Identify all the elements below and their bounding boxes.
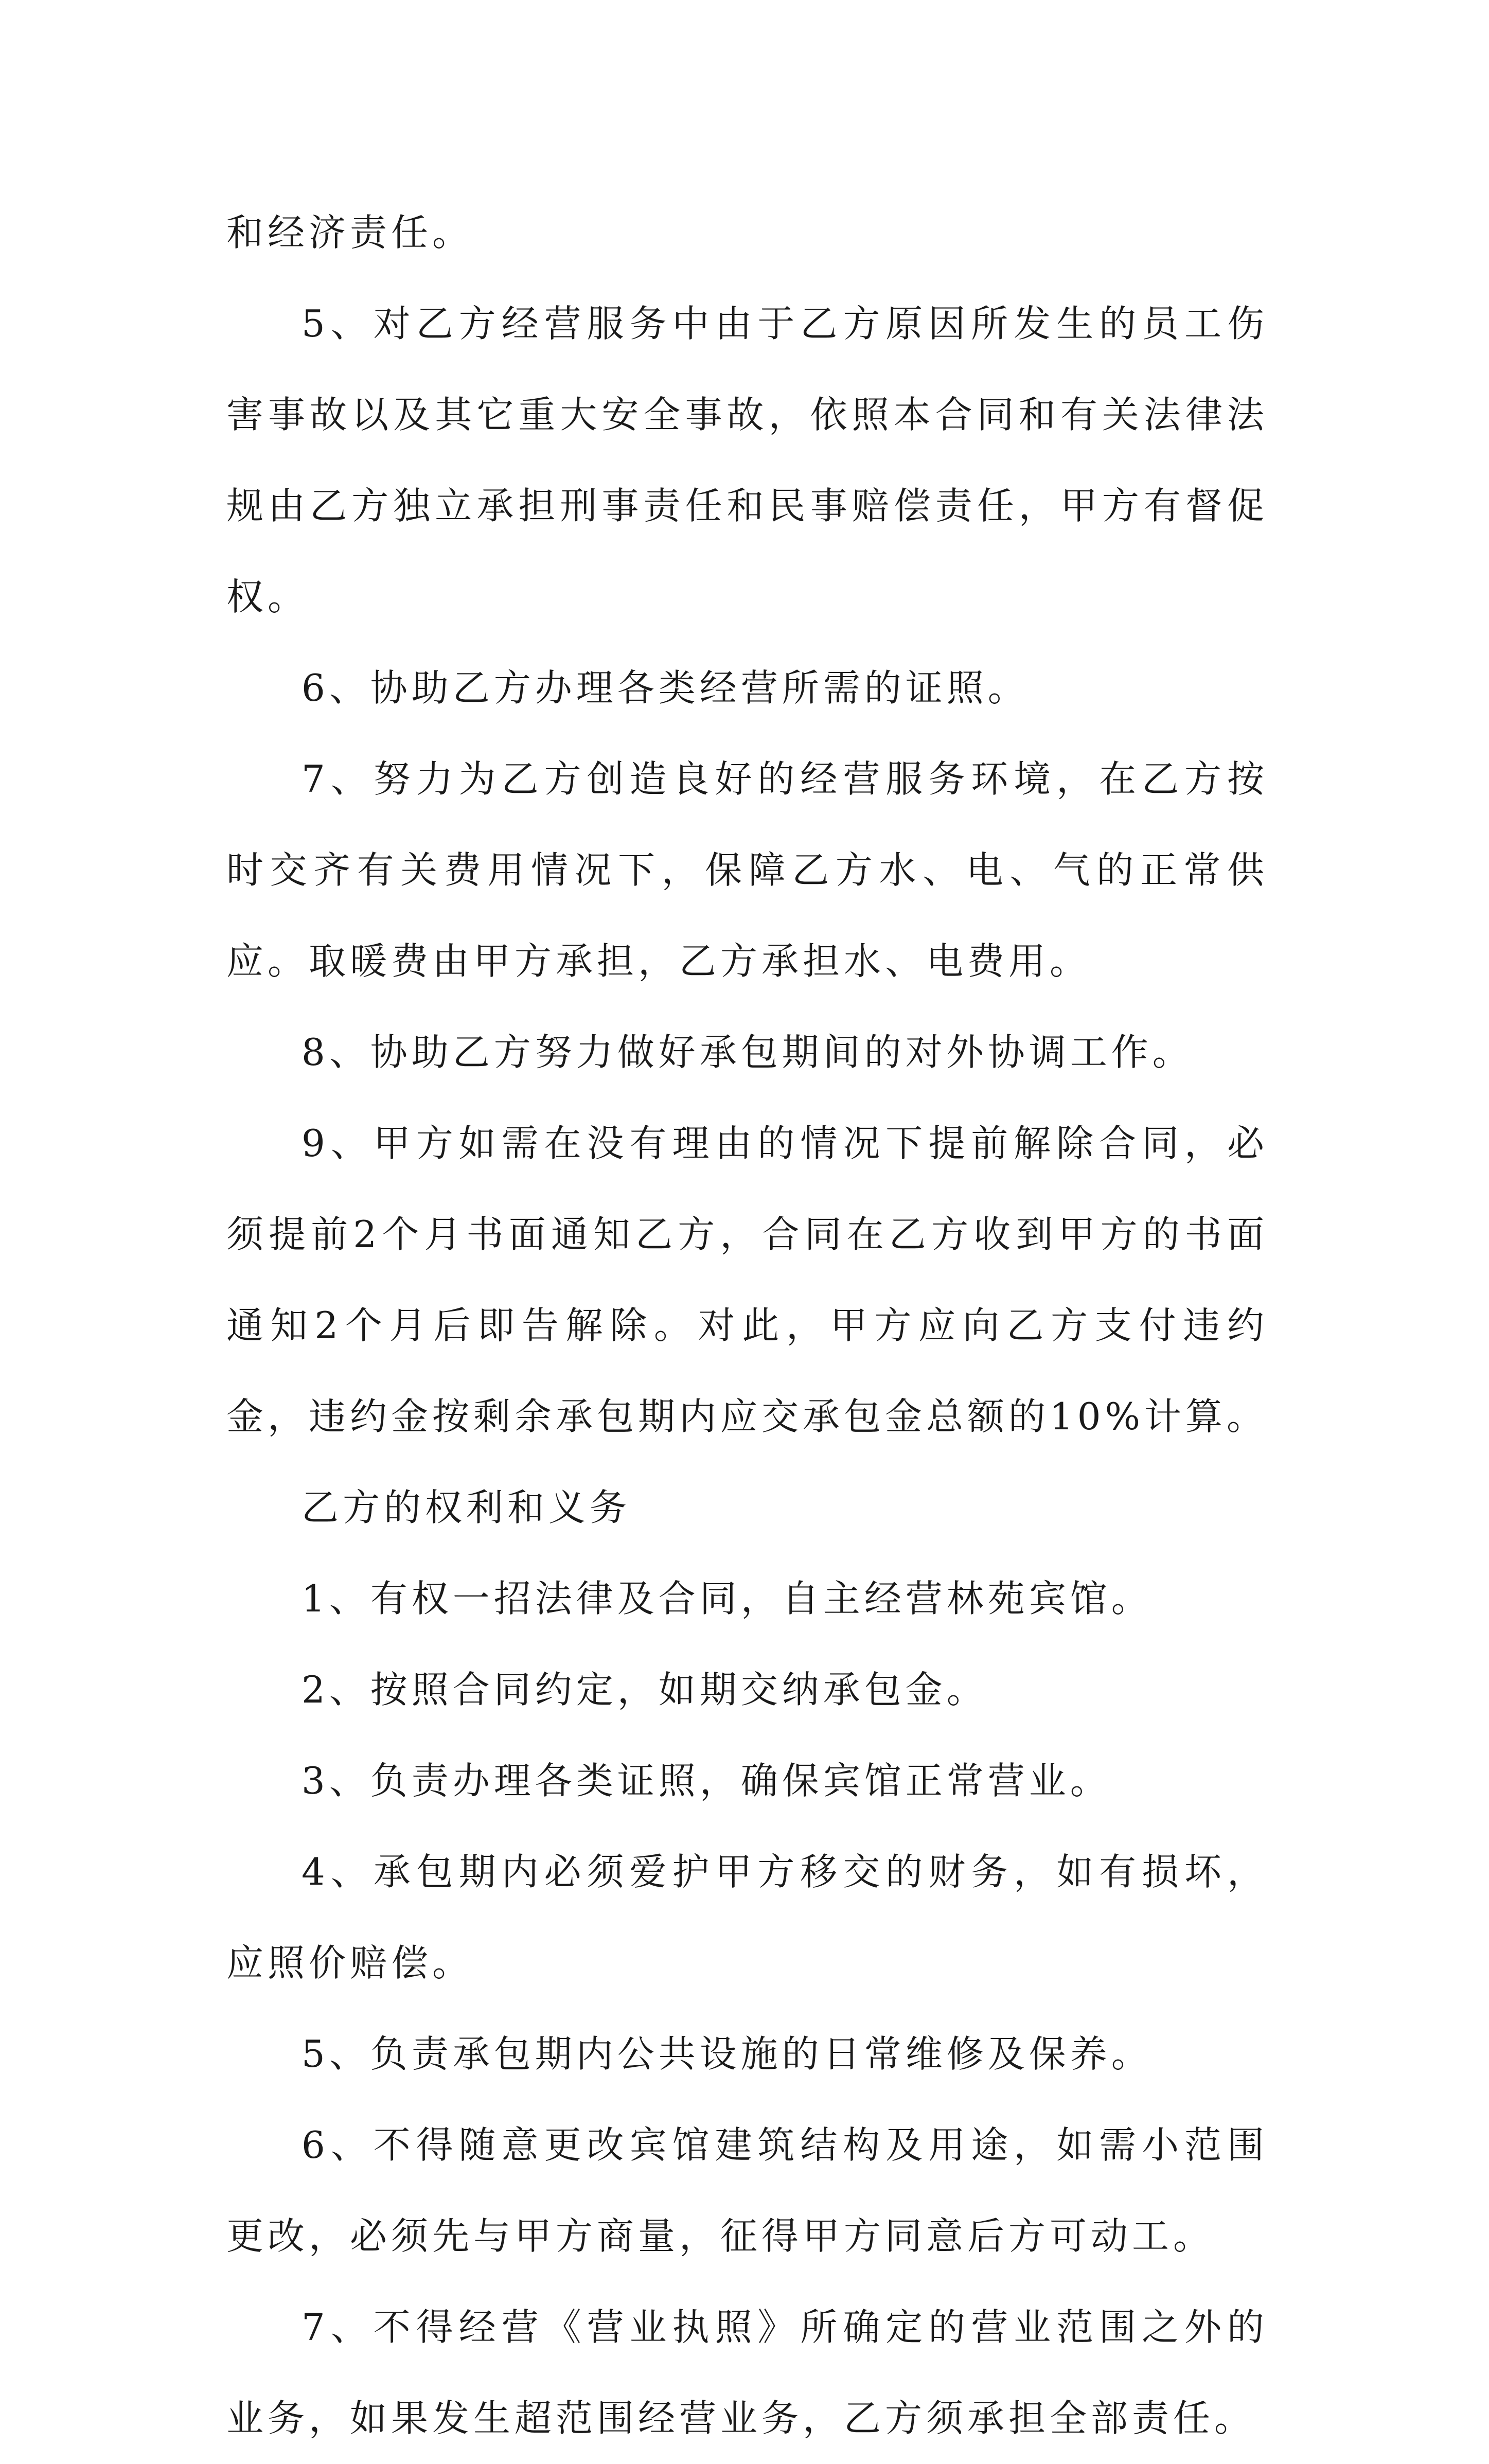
section-heading-party-b: 乙方的权利和义务 xyxy=(302,1486,631,1529)
paragraph-item-6-licenses: 6、协助乙方办理各类经营所需的证照。 xyxy=(302,666,1029,710)
paragraph-b-item-7: 7、不得经营《营业执照》所确定的营业范围之外的业务，如果发生超范围经营业务，乙方须承担全部责任。 xyxy=(226,2306,1268,2440)
paragraph-b-item-2: 2、按照合同约定，如期交纳承包金。 xyxy=(302,1668,988,1711)
paragraph-item-7-environment: 7、努力为乙方创造良好的经营服务环境，在乙方按时交齐有关费用情况下，保障乙方水、电、气的正常供应。取暖费由甲方承担，乙方承担水、电费用。 xyxy=(226,757,1268,983)
paragraph-item-5-safety: 5、对乙方经营服务中由于乙方原因所发生的员工伤害事故以及其它重大安全事故，依照本合同和有关法律法规由乙方独立承担刑事责任和民事赔偿责任，甲方有督促权。 xyxy=(226,302,1268,618)
paragraph-b-item-3: 3、负责办理各类证照，确保宾馆正常营业。 xyxy=(302,1759,1111,1802)
paragraph-b-item-5: 5、负责承包期内公共设施的日常维修及保养。 xyxy=(302,2032,1153,2076)
paragraph-b-item-4: 4、承包期内必须爱护甲方移交的财务，如有损坏，应照价赔偿。 xyxy=(226,1850,1268,1984)
document-body xyxy=(226,187,1268,2464)
paragraph-item-9-termination: 9、甲方如需在没有理由的情况下提前解除合同，必须提前2个月书面通知乙方，合同在乙方收到甲方的书面通知2个月后即告解除。对此，甲方应向乙方支付违约金，违约金按剩余承包期内应交承包金总额的10%计算。 xyxy=(226,1122,1268,1438)
paragraph-item-8-coordination: 8、协助乙方努力做好承包期间的对外协调工作。 xyxy=(302,1031,1194,1074)
paragraph-b-item-1: 1、有权一招法律及合同，自主经营林苑宾馆。 xyxy=(302,1577,1153,1620)
paragraph-b-item-6: 6、不得随意更改宾馆建筑结构及用途，如需小范围更改，必须先与甲方商量，征得甲方同意后方可动工。 xyxy=(226,2123,1268,2258)
paragraph-continuation: 和经济责任。 xyxy=(226,211,474,254)
